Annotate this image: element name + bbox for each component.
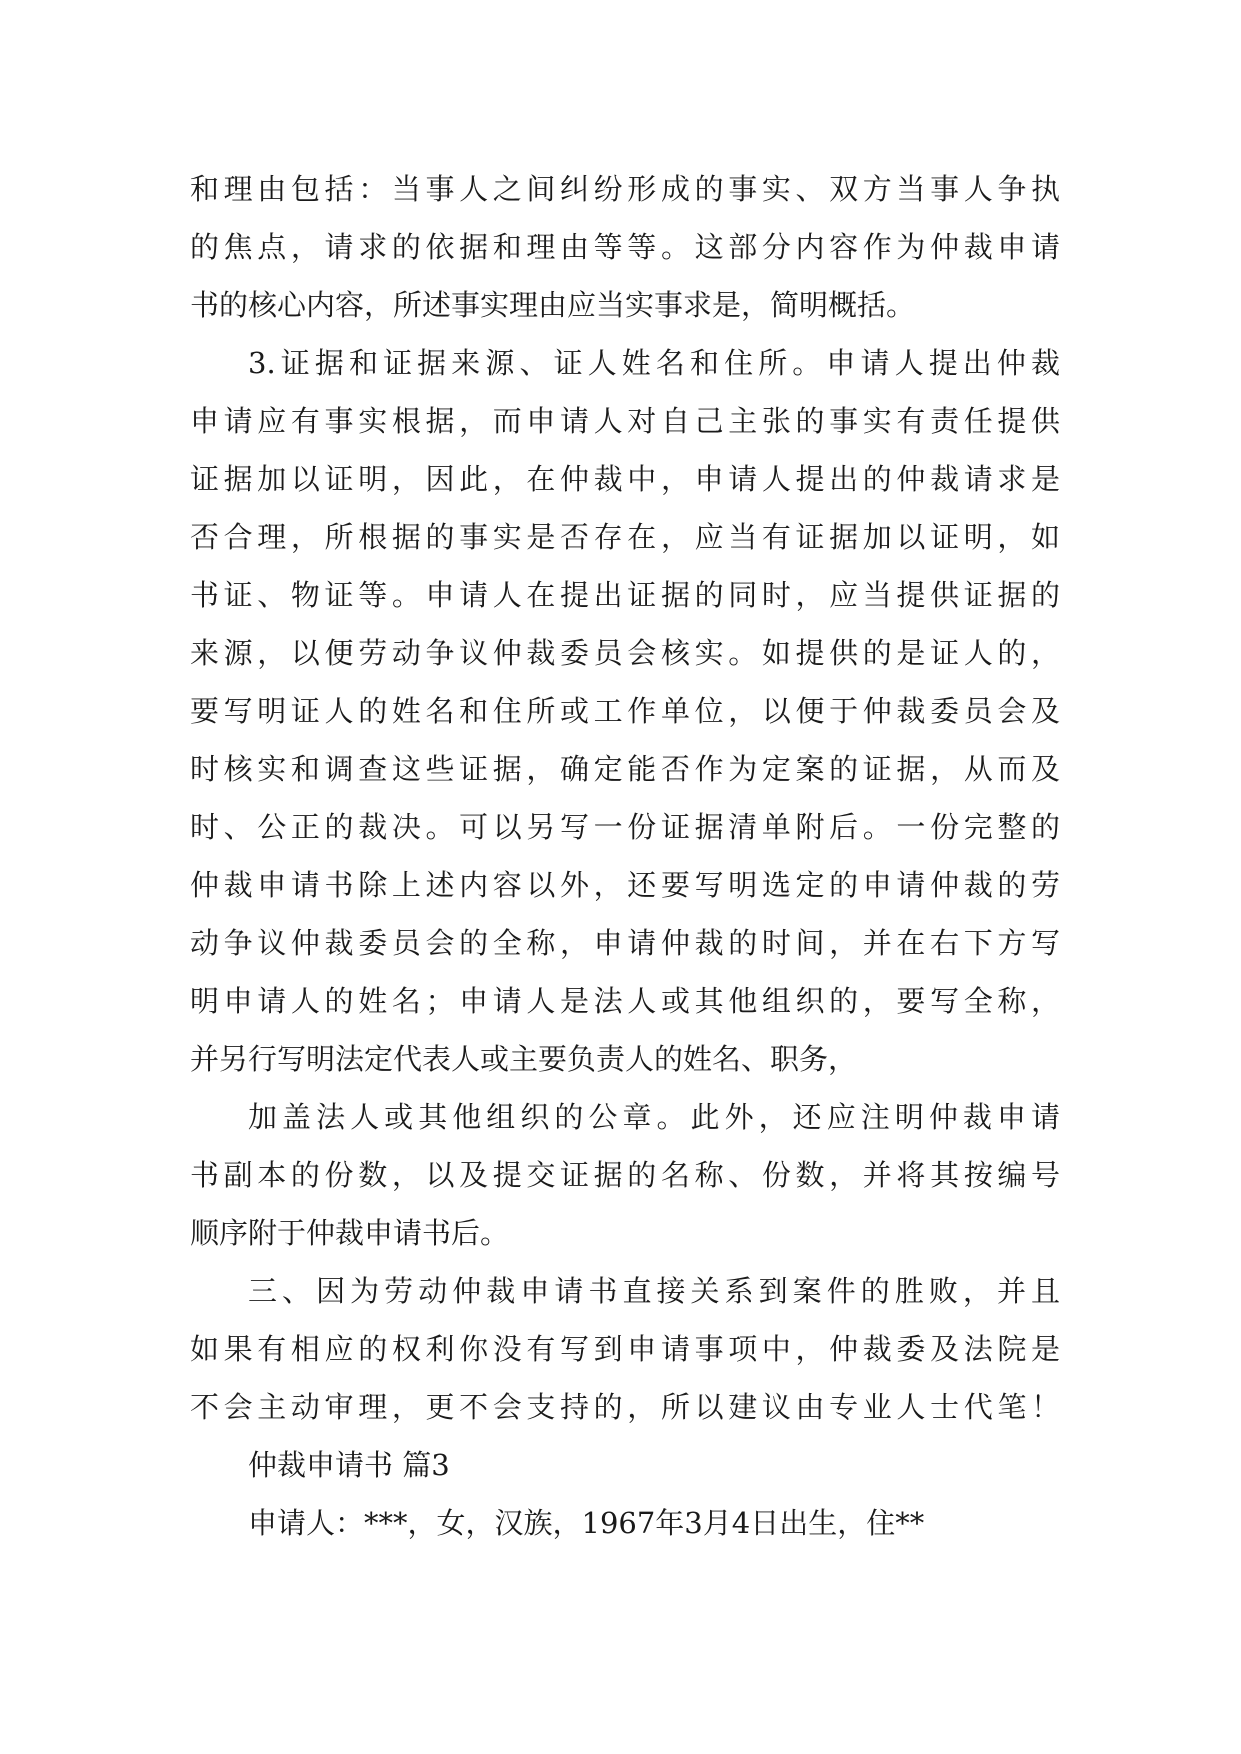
- text-line: 证据加以证明，因此，在仲裁中，申请人提出的仲裁请求是: [190, 462, 1060, 496]
- text-line: 书证、物证等。申请人在提出证据的同时，应当提供证据的: [190, 578, 1060, 612]
- text-line: 仲裁申请书除上述内容以外，还要写明选定的申请仲裁的劳: [190, 868, 1060, 902]
- text-line: 的焦点，请求的依据和理由等等。这部分内容作为仲裁申请: [190, 230, 1060, 264]
- text-line: 明申请人的姓名；申请人是法人或其他组织的，要写全称，: [190, 984, 1060, 1018]
- text-line: 并另行写明法定代表人或主要负责人的姓名、职务，: [190, 1042, 858, 1076]
- text-line: 不会主动审理，更不会支持的，所以建议由专业人士代笔！: [190, 1390, 1060, 1424]
- text-line: 如果有相应的权利你没有写到申请事项中，仲裁委及法院是: [190, 1332, 1060, 1366]
- text-line: 申请应有事实根据，而申请人对自己主张的事实有责任提供: [190, 404, 1060, 438]
- text-line: 要写明证人的姓名和住所或工作单位，以便于仲裁委员会及: [190, 694, 1060, 728]
- text-line: 申请人：***，女，汉族，1967年3月4日出生，住**: [248, 1506, 925, 1540]
- text-line: 和理由包括：当事人之间纠纷形成的事实、双方当事人争执: [190, 172, 1060, 206]
- text-line: 动争议仲裁委员会的全称，申请仲裁的时间，并在右下方写: [190, 926, 1060, 960]
- document-body: [190, 160, 1060, 1552]
- text-line: 顺序附于仲裁申请书后。: [190, 1216, 510, 1250]
- text-line: 3.证据和证据来源、证人姓名和住所。申请人提出仲裁: [248, 346, 1060, 380]
- text-line: 时核实和调查这些证据，确定能否作为定案的证据，从而及: [190, 752, 1060, 786]
- text-line: 否合理，所根据的事实是否存在，应当有证据加以证明，如: [190, 520, 1060, 554]
- text-line: 来源，以便劳动争议仲裁委员会核实。如提供的是证人的，: [190, 636, 1060, 670]
- text-line: 三、因为劳动仲裁申请书直接关系到案件的胜败，并且: [248, 1274, 1060, 1308]
- text-line: 书副本的份数，以及提交证据的名称、份数，并将其按编号: [190, 1158, 1060, 1192]
- text-line: 书的核心内容，所述事实理由应当实事求是，简明概括。: [190, 288, 916, 322]
- text-line: 时、公正的裁决。可以另写一份证据清单附后。一份完整的: [190, 810, 1060, 844]
- section-heading: 仲裁申请书 篇3: [248, 1448, 450, 1482]
- text-line: 加盖法人或其他组织的公章。此外，还应注明仲裁申请: [248, 1100, 1060, 1134]
